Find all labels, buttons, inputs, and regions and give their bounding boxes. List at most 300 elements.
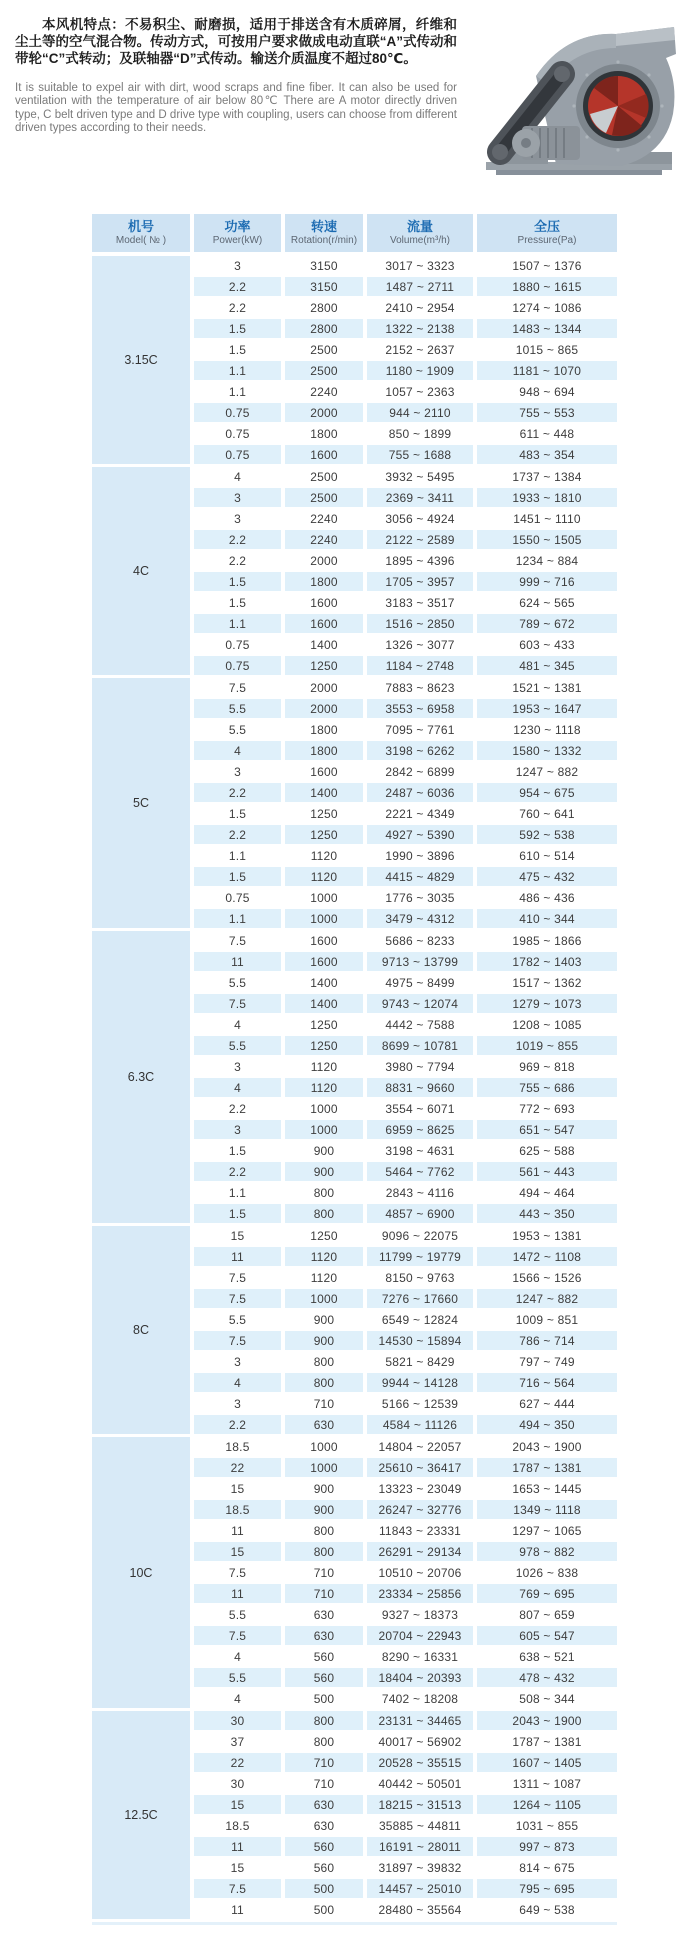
cell-pressure: 1297 ~ 1065 (477, 1521, 617, 1540)
cell-rotation: 710 (285, 1563, 363, 1582)
cell-pressure: 592 ~ 538 (477, 825, 617, 844)
cell-rotation: 1000 (285, 1289, 363, 1308)
cell-rotation: 800 (285, 1732, 363, 1751)
cell-volume: 8699 ~ 10781 (367, 1036, 473, 1055)
cell-volume: 9713 ~ 13799 (367, 952, 473, 971)
cell-rotation: 900 (285, 1331, 363, 1350)
cell-rotation: 1600 (285, 762, 363, 781)
cell-volume: 4927 ~ 5390 (367, 825, 473, 844)
cell-power: 11 (194, 1837, 281, 1856)
cell-pressure: 1550 ~ 1505 (477, 530, 617, 549)
cell-rotation: 2500 (285, 488, 363, 507)
cell-power: 5.5 (194, 1310, 281, 1329)
cell-pressure: 807 ~ 659 (477, 1605, 617, 1624)
cell-pressure: 755 ~ 553 (477, 403, 617, 422)
cell-pressure: 1933 ~ 1810 (477, 488, 617, 507)
cell-volume: 3198 ~ 6262 (367, 741, 473, 760)
cell-volume: 5166 ~ 12539 (367, 1394, 473, 1413)
column-header-en: Pressure(Pa) (517, 235, 577, 246)
cell-volume: 3554 ~ 6071 (367, 1099, 473, 1118)
cell-power: 0.75 (194, 635, 281, 654)
cell-volume: 35885 ~ 44811 (367, 1816, 473, 1835)
cell-pressure: 1247 ~ 882 (477, 1289, 617, 1308)
cell-rotation: 2800 (285, 298, 363, 317)
cell-rotation: 1600 (285, 952, 363, 971)
cell-power: 2.2 (194, 1415, 281, 1434)
cell-pressure: 969 ~ 818 (477, 1057, 617, 1076)
cell-power: 11 (194, 1247, 281, 1266)
cell-power: 1.5 (194, 340, 281, 359)
model-group-6.3C (92, 931, 617, 1223)
cell-power: 3 (194, 1352, 281, 1371)
cell-rotation: 500 (285, 1900, 363, 1919)
cell-pressure: 494 ~ 464 (477, 1183, 617, 1202)
cell-volume: 2410 ~ 2954 (367, 298, 473, 317)
cell-volume: 23131 ~ 34465 (367, 1711, 473, 1730)
cell-volume: 26291 ~ 29134 (367, 1542, 473, 1561)
cell-pressure: 603 ~ 433 (477, 635, 617, 654)
cell-power: 0.75 (194, 424, 281, 443)
cell-volume: 3183 ~ 3517 (367, 593, 473, 612)
model-group-4C (92, 467, 617, 675)
cell-power: 18.5 (194, 1816, 281, 1835)
cell-pressure: 494 ~ 350 (477, 1415, 617, 1434)
cell-rotation: 900 (285, 1310, 363, 1329)
cell-power: 1.1 (194, 846, 281, 865)
cell-volume: 3980 ~ 7794 (367, 1057, 473, 1076)
cell-rotation: 1120 (285, 1268, 363, 1287)
cell-pressure: 1472 ~ 1108 (477, 1247, 617, 1266)
cell-pressure: 561 ~ 443 (477, 1162, 617, 1181)
cell-rotation: 630 (285, 1605, 363, 1624)
cell-power: 0.75 (194, 888, 281, 907)
column-header-cn: 转速 (310, 219, 337, 234)
cell-pressure: 1517 ~ 1362 (477, 973, 617, 992)
intro-section (0, 14, 700, 190)
cell-rotation: 900 (285, 1141, 363, 1160)
cell-volume: 25610 ~ 36417 (367, 1458, 473, 1477)
cell-rotation: 1800 (285, 424, 363, 443)
model-group-10C (92, 1437, 617, 1708)
cell-power: 0.75 (194, 656, 281, 675)
cell-rotation: 800 (285, 1711, 363, 1730)
cell-power: 30 (194, 1774, 281, 1793)
cell-volume: 2487 ~ 6036 (367, 783, 473, 802)
cell-volume: 8150 ~ 9763 (367, 1268, 473, 1287)
cell-power: 4 (194, 1647, 281, 1666)
cell-power: 30 (194, 1711, 281, 1730)
cell-volume: 3932 ~ 5495 (367, 467, 473, 486)
cell-power: 7.5 (194, 994, 281, 1013)
cell-volume: 11843 ~ 23331 (367, 1521, 473, 1540)
cell-volume: 31897 ~ 39832 (367, 1858, 473, 1877)
cell-power: 2.2 (194, 1162, 281, 1181)
cell-power: 7.5 (194, 1289, 281, 1308)
cell-rotation: 2240 (285, 382, 363, 401)
model-label: 5C (92, 678, 190, 928)
cell-volume: 4442 ~ 7588 (367, 1015, 473, 1034)
cell-power: 7.5 (194, 931, 281, 950)
cell-power: 1.1 (194, 361, 281, 380)
cell-pressure: 1230 ~ 1118 (477, 720, 617, 739)
cell-volume: 1487 ~ 2711 (367, 277, 473, 296)
cell-pressure: 611 ~ 448 (477, 424, 617, 443)
cell-pressure: 2043 ~ 1900 (477, 1711, 617, 1730)
cell-rotation: 3150 (285, 256, 363, 275)
cell-power: 0.75 (194, 403, 281, 422)
cell-pressure: 978 ~ 882 (477, 1542, 617, 1561)
table-header-row (92, 214, 617, 252)
column-header-rotation (285, 214, 363, 252)
cell-volume: 2843 ~ 4116 (367, 1183, 473, 1202)
cell-volume: 1326 ~ 3077 (367, 635, 473, 654)
column-header-en: Power(kW) (212, 235, 263, 246)
cell-volume: 7402 ~ 18208 (367, 1689, 473, 1708)
cell-volume: 3479 ~ 4312 (367, 909, 473, 928)
cell-pressure: 1026 ~ 838 (477, 1563, 617, 1582)
cell-power: 1.5 (194, 319, 281, 338)
cell-pressure: 1264 ~ 1105 (477, 1795, 617, 1814)
cell-pressure: 795 ~ 695 (477, 1879, 617, 1898)
cell-pressure: 755 ~ 686 (477, 1078, 617, 1097)
specification-table (92, 214, 617, 1925)
cell-pressure: 475 ~ 432 (477, 867, 617, 886)
cell-pressure: 797 ~ 749 (477, 1352, 617, 1371)
cell-pressure: 1782 ~ 1403 (477, 952, 617, 971)
centrifugal-fan-image (470, 14, 692, 176)
cell-volume: 850 ~ 1899 (367, 424, 473, 443)
table-body (92, 256, 617, 1919)
cell-rotation: 2000 (285, 551, 363, 570)
cell-volume: 3017 ~ 3323 (367, 256, 473, 275)
cell-rotation: 1600 (285, 614, 363, 633)
cell-volume: 1322 ~ 2138 (367, 319, 473, 338)
cell-rotation: 1250 (285, 1015, 363, 1034)
table-bottom-edge (92, 1922, 617, 1925)
cell-pressure: 483 ~ 354 (477, 445, 617, 464)
cell-volume: 3553 ~ 6958 (367, 699, 473, 718)
cell-volume: 26247 ~ 32776 (367, 1500, 473, 1519)
column-header-cn: 流量 (406, 219, 433, 234)
cell-volume: 20704 ~ 22943 (367, 1626, 473, 1645)
cell-rotation: 1000 (285, 1458, 363, 1477)
cell-power: 3 (194, 762, 281, 781)
model-label: 8C (92, 1226, 190, 1434)
cell-rotation: 1120 (285, 867, 363, 886)
cell-power: 1.1 (194, 909, 281, 928)
cell-pressure: 789 ~ 672 (477, 614, 617, 633)
column-header-volume (367, 214, 473, 252)
fan-base-shadow (496, 170, 662, 175)
cell-volume: 1776 ~ 3035 (367, 888, 473, 907)
cell-power: 11 (194, 1584, 281, 1603)
cell-volume: 18404 ~ 20393 (367, 1668, 473, 1687)
cell-rotation: 1000 (285, 909, 363, 928)
cell-pressure: 638 ~ 521 (477, 1647, 617, 1666)
cell-rotation: 2000 (285, 699, 363, 718)
cell-pressure: 651 ~ 547 (477, 1120, 617, 1139)
cell-volume: 3056 ~ 4924 (367, 509, 473, 528)
cell-pressure: 1451 ~ 1110 (477, 509, 617, 528)
cell-rotation: 1400 (285, 994, 363, 1013)
cell-volume: 16191 ~ 28011 (367, 1837, 473, 1856)
cell-volume: 23334 ~ 25856 (367, 1584, 473, 1603)
cell-rotation: 710 (285, 1394, 363, 1413)
cell-volume: 40442 ~ 50501 (367, 1774, 473, 1793)
cell-rotation: 1000 (285, 1099, 363, 1118)
cell-rotation: 500 (285, 1689, 363, 1708)
model-group-12.5C (92, 1711, 617, 1919)
cell-rotation: 560 (285, 1858, 363, 1877)
cell-rotation: 800 (285, 1373, 363, 1392)
cell-pressure: 1009 ~ 851 (477, 1310, 617, 1329)
cell-power: 1.5 (194, 572, 281, 591)
cell-rotation: 1120 (285, 1057, 363, 1076)
cell-pressure: 1247 ~ 882 (477, 762, 617, 781)
cell-power: 7.5 (194, 678, 281, 697)
intro-paragraph-english: It is suitable to expel air with dirt, wood scraps and fine fiber. It can also be used for ventilation with the temperature of air below 80℃ There are A motor directly driven type, C belt driven type and D drive type with coupling, users can choose from different driven types according to their needs. (15, 82, 457, 135)
cell-power: 5.5 (194, 720, 281, 739)
cell-volume: 3198 ~ 4631 (367, 1141, 473, 1160)
cell-volume: 1057 ~ 2363 (367, 382, 473, 401)
cell-power: 4 (194, 467, 281, 486)
cell-power: 5.5 (194, 1668, 281, 1687)
column-header-model (92, 214, 190, 252)
cell-volume: 18215 ~ 31513 (367, 1795, 473, 1814)
cell-power: 7.5 (194, 1563, 281, 1582)
cell-rotation: 1400 (285, 783, 363, 802)
motor-shaft (521, 138, 531, 148)
cell-pressure: 786 ~ 714 (477, 1331, 617, 1350)
model-label: 10C (92, 1437, 190, 1708)
cell-rotation: 800 (285, 1521, 363, 1540)
cell-rotation: 1250 (285, 1036, 363, 1055)
cell-volume: 2152 ~ 2637 (367, 340, 473, 359)
cell-rotation: 1120 (285, 1078, 363, 1097)
cell-rotation: 500 (285, 1879, 363, 1898)
cell-power: 7.5 (194, 1626, 281, 1645)
cell-pressure: 1566 ~ 1526 (477, 1268, 617, 1287)
cell-power: 4 (194, 1015, 281, 1034)
column-header-pressure (477, 214, 617, 252)
cell-pressure: 1507 ~ 1376 (477, 256, 617, 275)
cell-power: 3 (194, 488, 281, 507)
cell-rotation: 1400 (285, 973, 363, 992)
cell-power: 18.5 (194, 1500, 281, 1519)
cell-pressure: 1483 ~ 1344 (477, 319, 617, 338)
cell-volume: 9944 ~ 14128 (367, 1373, 473, 1392)
cell-power: 3 (194, 1394, 281, 1413)
cell-pressure: 1208 ~ 1085 (477, 1015, 617, 1034)
cell-power: 1.1 (194, 614, 281, 633)
cell-pressure: 769 ~ 695 (477, 1584, 617, 1603)
pulley-bottom-cap (492, 144, 508, 160)
cell-pressure: 760 ~ 641 (477, 804, 617, 823)
cell-pressure: 1181 ~ 1070 (477, 361, 617, 380)
cell-power: 15 (194, 1542, 281, 1561)
cell-volume: 13323 ~ 23049 (367, 1479, 473, 1498)
cell-volume: 1705 ~ 3957 (367, 572, 473, 591)
cell-pressure: 478 ~ 432 (477, 1668, 617, 1687)
cell-rotation: 1000 (285, 888, 363, 907)
cell-rotation: 630 (285, 1626, 363, 1645)
cell-pressure: 1607 ~ 1405 (477, 1753, 617, 1772)
column-header-en: Volume(m³/h) (389, 235, 450, 246)
cell-pressure: 410 ~ 344 (477, 909, 617, 928)
cell-pressure: 481 ~ 345 (477, 656, 617, 675)
intro-paragraph-chinese: 本风机特点：不易积尘、耐磨损，适用于排送含有木质碎屑，纤维和尘土等的空气混合物。传动方式，可按用户要求做成电动直联“A”式传动和带轮“C”式转动；及联轴器“D”式传动。输送介质温度不超过80℃。 (15, 17, 457, 66)
cell-power: 2.2 (194, 1099, 281, 1118)
cell-rotation: 1600 (285, 931, 363, 950)
cell-volume: 4975 ~ 8499 (367, 973, 473, 992)
cell-rotation: 1400 (285, 635, 363, 654)
cell-pressure: 624 ~ 565 (477, 593, 617, 612)
cell-pressure: 486 ~ 436 (477, 888, 617, 907)
cell-volume: 14457 ~ 25010 (367, 1879, 473, 1898)
cell-power: 1.5 (194, 804, 281, 823)
cell-volume: 14804 ~ 22057 (367, 1437, 473, 1456)
cell-power: 2.2 (194, 825, 281, 844)
cell-rotation: 710 (285, 1753, 363, 1772)
cell-power: 4 (194, 1078, 281, 1097)
cell-volume: 20528 ~ 35515 (367, 1753, 473, 1772)
model-group-3.15C (92, 256, 617, 464)
cell-rotation: 900 (285, 1479, 363, 1498)
cell-pressure: 997 ~ 873 (477, 1837, 617, 1856)
cell-power: 4 (194, 741, 281, 760)
cell-power: 5.5 (194, 1036, 281, 1055)
cell-power: 2.2 (194, 783, 281, 802)
cell-volume: 755 ~ 1688 (367, 445, 473, 464)
cell-power: 2.2 (194, 530, 281, 549)
cell-rotation: 1600 (285, 593, 363, 612)
cell-pressure: 1953 ~ 1381 (477, 1226, 617, 1245)
cell-volume: 5686 ~ 8233 (367, 931, 473, 950)
cell-volume: 5821 ~ 8429 (367, 1352, 473, 1371)
cell-rotation: 630 (285, 1415, 363, 1434)
cell-power: 3 (194, 1057, 281, 1076)
cell-power: 22 (194, 1458, 281, 1477)
cell-power: 2.2 (194, 277, 281, 296)
cell-volume: 2842 ~ 6899 (367, 762, 473, 781)
cell-pressure: 443 ~ 350 (477, 1204, 617, 1223)
cell-rotation: 1120 (285, 1247, 363, 1266)
cell-power: 37 (194, 1732, 281, 1751)
cell-power: 3 (194, 509, 281, 528)
cell-rotation: 800 (285, 1204, 363, 1223)
cell-volume: 28480 ~ 35564 (367, 1900, 473, 1919)
cell-rotation: 2500 (285, 340, 363, 359)
cell-pressure: 814 ~ 675 (477, 1858, 617, 1877)
column-header-en: Model( № ) (115, 235, 167, 246)
cell-rotation: 2000 (285, 678, 363, 697)
cell-power: 0.75 (194, 445, 281, 464)
cell-power: 15 (194, 1479, 281, 1498)
cell-power: 5.5 (194, 699, 281, 718)
cell-volume: 4584 ~ 11126 (367, 1415, 473, 1434)
cell-rotation: 2500 (285, 467, 363, 486)
cell-power: 15 (194, 1226, 281, 1245)
cell-rotation: 710 (285, 1584, 363, 1603)
cell-pressure: 1019 ~ 855 (477, 1036, 617, 1055)
cell-rotation: 2000 (285, 403, 363, 422)
cell-pressure: 1985 ~ 1866 (477, 931, 617, 950)
cell-power: 7.5 (194, 1879, 281, 1898)
model-label: 3.15C (92, 256, 190, 464)
cell-power: 1.5 (194, 1141, 281, 1160)
cell-power: 4 (194, 1689, 281, 1708)
cell-power: 15 (194, 1795, 281, 1814)
cell-power: 4 (194, 1373, 281, 1392)
cell-power: 2.2 (194, 298, 281, 317)
cell-pressure: 1311 ~ 1087 (477, 1774, 617, 1793)
cell-volume: 2122 ~ 2589 (367, 530, 473, 549)
cell-pressure: 625 ~ 588 (477, 1141, 617, 1160)
cell-pressure: 1015 ~ 865 (477, 340, 617, 359)
cell-pressure: 2043 ~ 1900 (477, 1437, 617, 1456)
cell-volume: 944 ~ 2110 (367, 403, 473, 422)
cell-volume: 5464 ~ 7762 (367, 1162, 473, 1181)
cell-rotation: 630 (285, 1816, 363, 1835)
cell-volume: 1895 ~ 4396 (367, 551, 473, 570)
cell-power: 22 (194, 1753, 281, 1772)
cell-rotation: 560 (285, 1837, 363, 1856)
cell-volume: 10510 ~ 20706 (367, 1563, 473, 1582)
cell-volume: 1180 ~ 1909 (367, 361, 473, 380)
cell-rotation: 1250 (285, 1226, 363, 1245)
cell-pressure: 1279 ~ 1073 (477, 994, 617, 1013)
cell-rotation: 800 (285, 1542, 363, 1561)
cell-power: 1.5 (194, 593, 281, 612)
cell-rotation: 2800 (285, 319, 363, 338)
cell-volume: 2221 ~ 4349 (367, 804, 473, 823)
cell-pressure: 627 ~ 444 (477, 1394, 617, 1413)
cell-pressure: 1349 ~ 1118 (477, 1500, 617, 1519)
cell-volume: 1990 ~ 3896 (367, 846, 473, 865)
cell-pressure: 610 ~ 514 (477, 846, 617, 865)
cell-pressure: 1031 ~ 855 (477, 1816, 617, 1835)
cell-pressure: 999 ~ 716 (477, 572, 617, 591)
cell-volume: 40017 ~ 56902 (367, 1732, 473, 1751)
cell-power: 1.5 (194, 867, 281, 886)
cell-volume: 7883 ~ 8623 (367, 678, 473, 697)
cell-pressure: 1521 ~ 1381 (477, 678, 617, 697)
model-label: 12.5C (92, 1711, 190, 1919)
cell-rotation: 1250 (285, 825, 363, 844)
cell-rotation: 1800 (285, 741, 363, 760)
cell-rotation: 1120 (285, 846, 363, 865)
cell-volume: 14530 ~ 15894 (367, 1331, 473, 1350)
cell-power: 11 (194, 1900, 281, 1919)
cell-rotation: 710 (285, 1774, 363, 1793)
cell-rotation: 630 (285, 1795, 363, 1814)
cell-pressure: 1653 ~ 1445 (477, 1479, 617, 1498)
model-label: 6.3C (92, 931, 190, 1223)
cell-pressure: 1234 ~ 884 (477, 551, 617, 570)
cell-volume: 2369 ~ 3411 (367, 488, 473, 507)
cell-volume: 7276 ~ 17660 (367, 1289, 473, 1308)
cell-power: 1.1 (194, 382, 281, 401)
cell-pressure: 649 ~ 538 (477, 1900, 617, 1919)
cell-pressure: 1880 ~ 1615 (477, 277, 617, 296)
cell-pressure: 1953 ~ 1647 (477, 699, 617, 718)
cell-volume: 9743 ~ 12074 (367, 994, 473, 1013)
column-header-power (194, 214, 281, 252)
cell-volume: 6959 ~ 8625 (367, 1120, 473, 1139)
cell-rotation: 900 (285, 1162, 363, 1181)
cell-pressure: 772 ~ 693 (477, 1099, 617, 1118)
cell-rotation: 2500 (285, 361, 363, 380)
